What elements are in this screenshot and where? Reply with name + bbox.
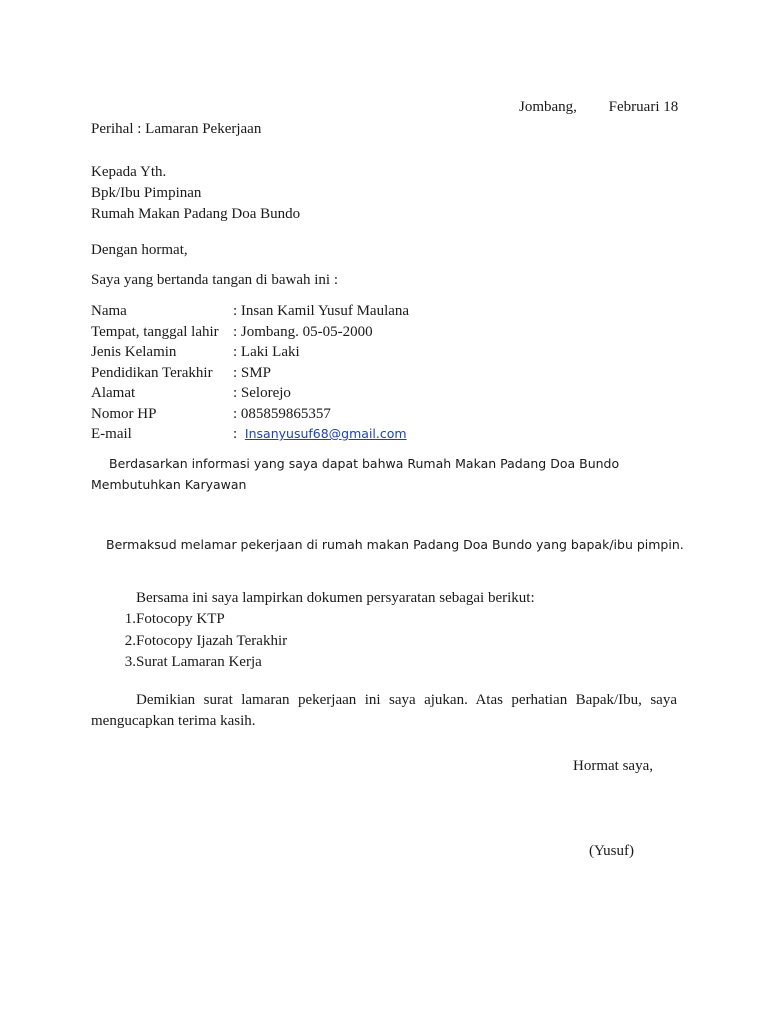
recipient-block <box>91 162 300 225</box>
list-item-text: Fotocopy KTP <box>136 611 225 627</box>
list-item <box>91 652 262 674</box>
recipient-line-2: Bpk/Ibu Pimpinan <box>91 185 202 201</box>
list-item-number: 2. <box>124 632 136 649</box>
detail-value: : Jombang. 05-05-2000 <box>233 323 373 340</box>
closing-paragraph: Demikian surat lamaran pekerjaan ini saya ajukan. Atas perhatian Bapak/Ibu, saya mengucapkan terima kasih. <box>91 692 677 729</box>
place-date <box>519 97 678 117</box>
list-item-text: Surat Lamaran Kerja <box>136 654 262 670</box>
detail-row-name <box>91 301 409 322</box>
detail-row-education <box>91 363 409 384</box>
letter-city: Jombang, <box>519 99 577 115</box>
letter-date: Februari 18 <box>608 99 679 115</box>
intro-line: Saya yang bertanda tangan di bawah ini : <box>91 272 339 288</box>
recipient-line-1: Kepada Yth. <box>91 164 167 180</box>
detail-row-gender <box>91 342 409 363</box>
detail-label: Nama <box>91 303 127 319</box>
detail-row-birth <box>91 322 409 343</box>
detail-label: Alamat <box>91 385 136 401</box>
regards-line: Hormat saya, <box>573 758 653 774</box>
detail-row-email <box>91 424 409 445</box>
email-prefix: : <box>233 426 238 442</box>
detail-value: : Insan Kamil Yusuf Maulana <box>233 303 410 319</box>
detail-label: Pendidikan Terakhir <box>91 364 213 381</box>
list-item-text: Fotocopy Ijazah Terakhir <box>136 632 288 649</box>
detail-value: : 085859865357 <box>233 405 331 422</box>
attachments-list <box>91 609 288 674</box>
detail-label: Nomor HP <box>91 405 157 422</box>
letter-subject: Perihal : Lamaran Pekerjaan <box>91 121 262 137</box>
applicant-details <box>91 301 409 445</box>
detail-value <box>233 424 409 445</box>
detail-row-address <box>91 383 409 404</box>
attachments-intro: Bersama ini saya lampirkan dokumen persyaratan sebagai berikut: <box>136 590 535 606</box>
list-item <box>91 609 225 631</box>
recipient-line-3: Rumah Makan Padang Doa Bundo <box>91 206 301 222</box>
intent-paragraph: Bermaksud melamar pekerjaan di rumah makan Padang Doa Bundo yang bapak/ibu pimpin. <box>106 537 684 552</box>
info-paragraph: Berdasarkan informasi yang saya dapat bahwa Rumah Makan Padang Doa Bundo Membutuhkan Karyawan <box>91 456 620 492</box>
detail-label: Tempat, tanggal lahir <box>91 323 219 340</box>
list-item-number: 1. <box>124 611 136 627</box>
detail-value: : Laki Laki <box>233 344 300 360</box>
detail-value: : SMP <box>233 364 271 381</box>
detail-label: E-mail <box>91 426 132 442</box>
signature-name: (Yusuf) <box>589 843 634 859</box>
detail-value: : Selorejo <box>233 385 291 401</box>
detail-row-phone <box>91 404 409 425</box>
email-link[interactable]: Insanyusuf68@gmail.com <box>244 426 407 441</box>
greeting: Dengan hormat, <box>91 242 188 258</box>
detail-label: Jenis Kelamin <box>91 344 177 360</box>
list-item <box>91 631 288 653</box>
list-item-number: 3. <box>124 654 136 670</box>
